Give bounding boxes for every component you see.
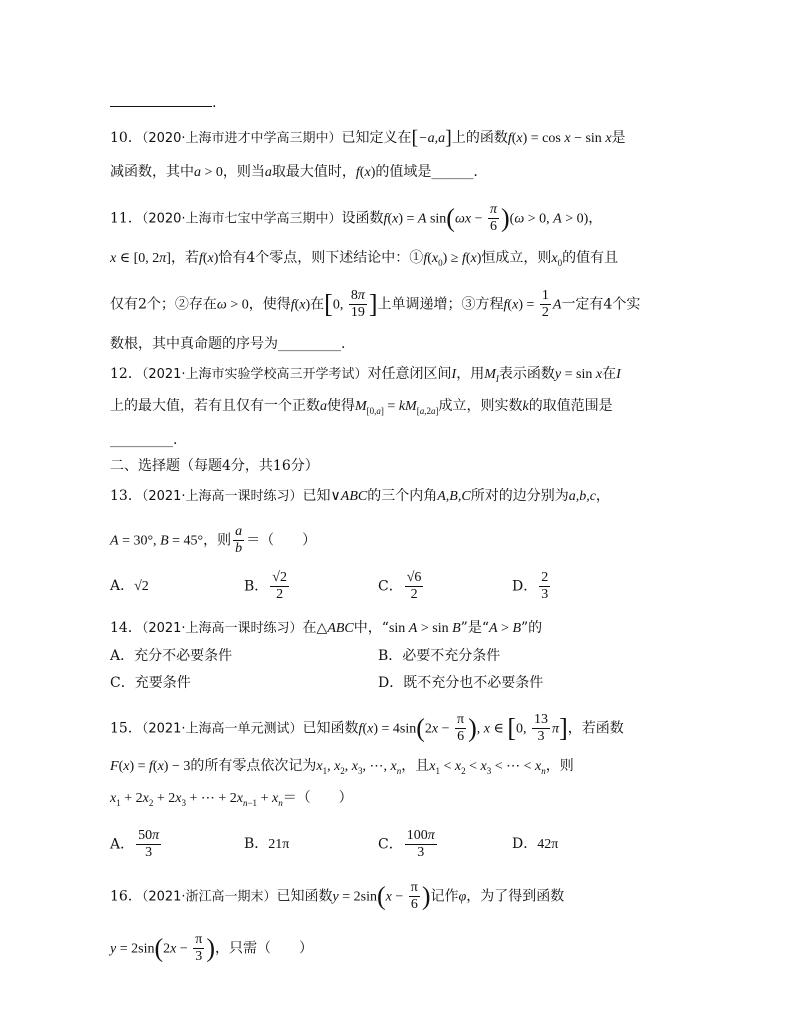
q11-line-4: 数根，其中真命题的序号为_________. [110,336,346,352]
q13-option-d[interactable]: D． $\frac{2}{3}$ [512,570,549,602]
q13-option-a[interactable]: A．√2 [110,578,149,594]
section-heading: 二、选择题（每题4分，共16分） [110,458,319,474]
q16-line-2: y = 2sin(2x − $\frac{\pi}{3}$ )，只需（ ） [110,932,313,964]
q15-option-c[interactable]: C． $\frac{100\pi}{3}$ [378,828,435,860]
q15-option-b[interactable]: B．21π [244,836,290,852]
q11-line-1: 11．（2020·上海市七宝中学高三期中）设函数f(x) = A sin(ωx − $\frac{\pi}{6}$ )(ω > 0, A > 0)， [110,202,603,234]
q12-answer-blank: _________. [110,432,178,448]
q15-line-2: F(x) = f(x) − 3的所有零点依次记为$x_1$, $x_2$, $x_3$, ⋯, $x_n$，且$x_1 < x_2 < x_3$ < ⋯ < $x_n$，则 [110,758,574,776]
q15-line-1: 15．（2021·上海高一单元测试）已知函数f(x) = 4sin(2x − $\frac{\pi}{6}$ ), x ∈ [0, $\frac{13}{3}$ π]，若函数 [110,712,624,744]
q13-line-2: A = 30°, B = 45°，则 $\frac{a}{b}$ ＝（ ） [110,524,317,556]
q15-option-d[interactable]: D．42π [512,836,559,852]
q14-option-b[interactable]: B．必要不充分条件 [378,648,501,664]
q12-line-1: 12．（2021·上海市实验学校高三开学考试）对任意闭区间I，用$M_I$表示函数y = sin x在I [110,366,621,384]
q16-line-1: 16．（2021·浙江高一期末）已知函数y = 2sin(x − $\frac{\pi}{6}$ )记作φ，为了得到函数 [110,880,565,912]
q12-line-2: 上的最大值，若有且仅有一个正数a使得$M_{[0,a]} = kM_{[a,2a]}$成立，则实数k的取值范围是 [110,398,613,416]
q10-line-2: 减函数，其中a > 0，则当a取最大值时，f(x)的值域是______. [110,164,478,180]
q13-option-c[interactable]: C． $\frac{√6}{2}$ [378,570,422,602]
q11-line-3: 仅有2个；②存在ω > 0，使得f(x)在[0, $\frac{8\pi}{19}$ ]上单调递增；③方程f(x) = $\frac{1}{2}$ A一定有4个实 [110,288,641,320]
q11-line-2: x ∈ [0, 2π]，若f(x)恰有4个零点，则下述结论中：$①f(x_0) \ge f(x)$恒成立，则$x_0$的值有且 [110,250,619,268]
q9-answer-blank: . [110,92,216,113]
q15-option-a[interactable]: A． $\frac{50\pi}{3}$ [110,828,160,860]
q14-option-a[interactable]: A．充分不必要条件 [110,648,233,664]
q13-option-b[interactable]: B． $\frac{√2}{2}$ [244,570,287,602]
q14-line-1: 14．（2021·上海高一课时练习）在△ABC中，“sin A > sin B”是“A > B”的 [110,620,543,636]
q14-option-d[interactable]: D．既不充分也不必要条件 [378,675,544,691]
q14-option-c[interactable]: C．充要条件 [110,675,191,691]
q10-line-1: 10．（2020·上海市进才中学高三期中）已知定义在[−a,a]上的函数f(x) = cos x − sin x是 [110,127,626,149]
q13-line-1: 13．（2021·上海高一课时练习）已知∨ABC的三个内角A,B,C所对的边分别为a,b,c， [110,488,610,504]
q15-line-3: $x_1 + 2x_2 + 2x_3$ + ⋯ + $2x_{n-1} + x_n=$（ ） [110,790,353,808]
